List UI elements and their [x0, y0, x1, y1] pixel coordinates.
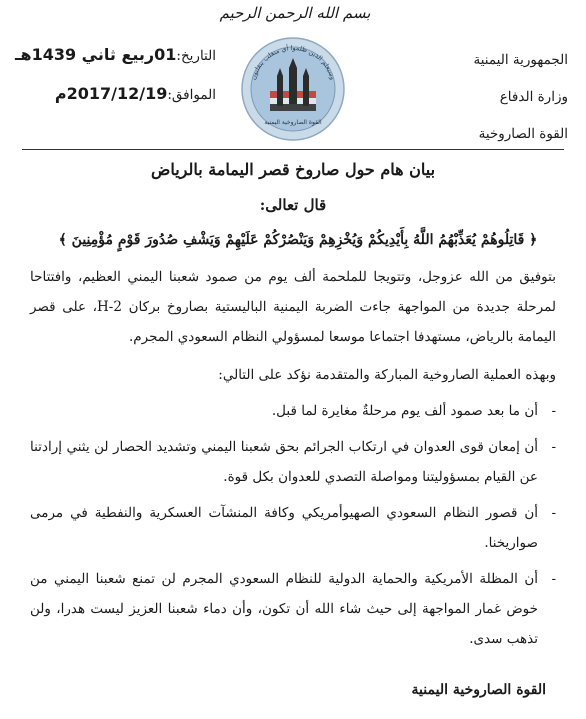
bullet-dash: -: [551, 439, 556, 455]
gregorian-date-row: [16, 75, 216, 114]
gregorian-date-value: 2017/12/19م: [54, 84, 168, 103]
basmala: بسم الله الرحمن الرحيم: [219, 4, 371, 22]
point-text: أن إمعان قوى العدوان في ارتكاب الجرائم بحق شعبنا اليمني وتشديد الحصار لن يثني إرادتنا عن القيام بمسؤوليتنا ومواصلة التصدي للعدوان بكل قوة.: [30, 439, 538, 485]
point-text: أن المظلة الأمريكية والحماية الدولية للنظام السعودي المجرم لن تمنع شعبنا اليمني من خوض غمار المواجهة إلى حيث شاء الله أن تكون، وأن دماء شعبنا العزيز ليست هدرا، ولن تذهب سدى.: [30, 571, 538, 647]
intro-paragraph: بتوفيق من الله عزوجل، وتتويجا للملحمة ألف يوم من صمود شعبنا اليمني العظيم، وافتتاحا لمرحلة جديدة من المواجهة جاءت الضربة اليمنية الباليستية بصاروخ بركان 2-H، على قصر اليمامة بالرياض، مستهدفا اجتماعا موسعا لمسؤولي النظام السعودي المجرم.: [30, 269, 556, 345]
list-item: [30, 498, 556, 558]
date-block: [16, 36, 216, 114]
header-divider: [22, 149, 564, 150]
hijri-date-label: التاريخ:: [176, 48, 216, 64]
list-item: [30, 432, 556, 492]
bullet-dash: -: [551, 571, 556, 587]
issuer-line-ministry: وزارة الدفاع: [499, 89, 568, 105]
list-item: [30, 564, 556, 654]
verse-intro: قال تعالى:: [259, 196, 327, 214]
statement-title: بيان هام حول صاروخ قصر اليمامة بالرياض: [150, 160, 436, 179]
point-text: أن قصور النظام السعودي الصهيوأمريكي وكافة المنشآت العسكرية والنفطية في مرمى صواريخنا.: [30, 505, 538, 551]
lead-sentence: وبهذه العملية الصاروخية المباركة والمتقدمة نؤكد على التالي:: [218, 367, 556, 383]
issuer-line-republic: الجمهورية اليمنية: [473, 52, 568, 68]
bullet-dash: -: [551, 505, 556, 521]
emblem-motto: وسيعلم الذين ظلموا أي منقلب ينقلبون: [249, 43, 337, 81]
issuer-line-force: القوة الصاروخية: [478, 126, 568, 142]
issuer-block: [398, 42, 568, 153]
hijri-date-row: [16, 36, 216, 75]
quran-verse: ﴿ قَاتِلُوهُمْ يُعَذِّبْهُمُ اللَّهُ بِأَيْدِيكُمْ وَيُخْزِهِمْ وَيَنْصُرْكُمْ عَلَيْهِمْ وَيَشْفِ صُدُورَ قَوْمٍ مُؤْمِنِينَ ﴾: [58, 232, 538, 248]
list-item: [30, 396, 556, 426]
missile-force-emblem: [240, 36, 346, 142]
emblem-caption: القوة الصاروخية اليمنية: [264, 119, 322, 126]
signature: القوة الصاروخية اليمنية: [411, 682, 546, 698]
gregorian-date-label: الموافق:: [167, 87, 216, 103]
hijri-date-value: 01ربيع ثاني 1439هـ: [15, 45, 177, 64]
bullet-dash: -: [551, 403, 556, 419]
points-list: [30, 396, 556, 654]
statement-body: [30, 262, 556, 660]
point-text: أن ما بعد صمود ألف يوم مرحلةٌ مغايرة لما قبل.: [271, 403, 538, 419]
